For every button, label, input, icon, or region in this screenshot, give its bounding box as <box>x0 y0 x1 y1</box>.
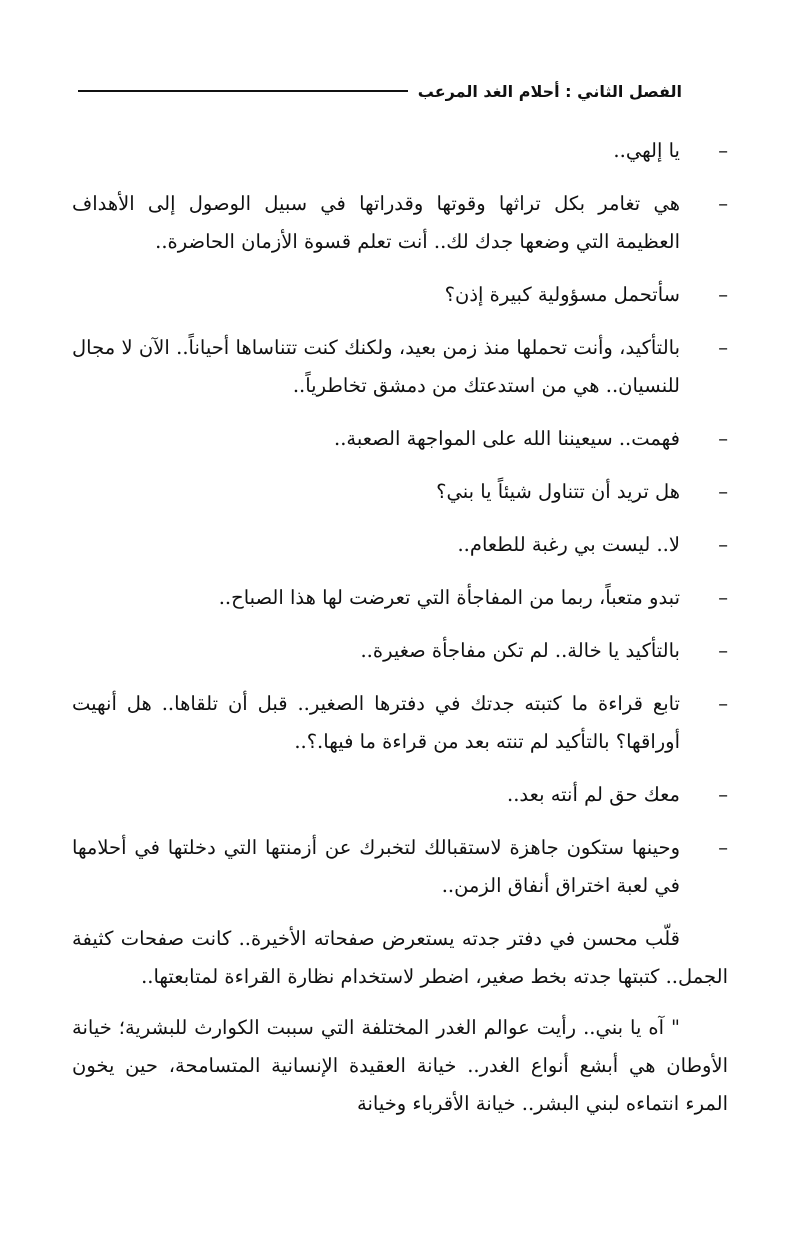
dialogue-line <box>72 526 728 564</box>
dialogue-list <box>72 132 728 905</box>
dialogue-dash: – <box>718 283 728 306</box>
narrative-paragraph: قلّب محسن في دفتر جدته يستعرض صفحاته الأخيرة.. كانت صفحات كثيفة الجمل.. كتبتها جدته بخط صغير، اضطر لاستخدام نظارة القراءة لمتابعتها.. <box>72 927 728 988</box>
dialogue-dash: – <box>718 480 728 503</box>
narrative-paragraph: " آه يا بني.. رأيت عوالم الغدر المختلفة التي سببت الكوارث للبشرية؛ خيانة الأوطان هي أبشع أنواع الغدر.. خيانة العقيدة الإنسانية المتسامحة، حين يخون المرء انتماءه لبني البشر.. خيانة الأقرباء وخيانة <box>72 1016 728 1115</box>
dialogue-dash: – <box>718 533 728 556</box>
dialogue-dash: – <box>718 586 728 609</box>
dialogue-text: وحينها ستكون جاهزة لاستقبالك لتخبرك عن أزمنتها التي دخلتها في أحلامها في لعبة اختراق أنفاق الزمن.. <box>72 836 680 897</box>
dialogue-dash: – <box>718 783 728 806</box>
dialogue-text: تابع قراءة ما كتبته جدتك في دفترها الصغير.. قبل أن تلقاها.. هل أنهيت أوراقها؟ بالتأكيد لم تنته بعد من قراءة ما فيها.؟.. <box>72 692 680 753</box>
dialogue-line <box>72 276 728 314</box>
chapter-title: الفصل الثاني : أحلام الغد المرعب <box>417 81 682 101</box>
dialogue-text: تبدو متعباً، ربما من المفاجأة التي تعرضت لها هذا الصباح.. <box>218 586 680 609</box>
dialogue-dash: – <box>718 139 728 162</box>
dialogue-text: يا إلهي.. <box>613 139 680 162</box>
dialogue-dash: – <box>718 427 728 450</box>
dialogue-line <box>72 473 728 511</box>
running-header <box>62 76 682 106</box>
dialogue-dash: – <box>718 836 728 859</box>
header-rule <box>78 90 408 92</box>
dialogue-dash: – <box>718 192 728 215</box>
dialogue-line <box>72 685 728 761</box>
dialogue-text: فهمت.. سيعيننا الله على المواجهة الصعبة.. <box>334 427 680 450</box>
dialogue-line <box>72 329 728 405</box>
dialogue-text: سأتحمل مسؤولية كبيرة إذن؟ <box>444 283 680 306</box>
dialogue-text: لا.. ليست بي رغبة للطعام.. <box>457 533 680 556</box>
dialogue-line <box>72 632 728 670</box>
dialogue-dash: – <box>718 336 728 359</box>
dialogue-line <box>72 829 728 905</box>
dialogue-line <box>72 132 728 170</box>
dialogue-line <box>72 420 728 458</box>
dialogue-text: بالتأكيد، وأنت تحملها منذ زمن بعيد، ولكنك كنت تتناساها أحياناً.. الآن لا مجال للنسيان.. هي من استدعتك من دمشق تخاطرياً.. <box>72 336 680 397</box>
dialogue-dash: – <box>718 692 728 715</box>
dialogue-line <box>72 579 728 617</box>
dialogue-dash: – <box>718 639 728 662</box>
page-body <box>72 132 728 1136</box>
dialogue-text: بالتأكيد يا خالة.. لم تكن مفاجأة صغيرة.. <box>360 639 680 662</box>
dialogue-line <box>72 776 728 814</box>
dialogue-line <box>72 185 728 261</box>
dialogue-text: هل تريد أن تتناول شيئاً يا بني؟ <box>436 480 680 503</box>
dialogue-text: هي تغامر بكل تراثها وقوتها وقدراتها في سبيل الوصول إلى الأهداف العظيمة التي وضعها جدك لك.. أنت تعلم قسوة الأزمان الحاضرة.. <box>72 192 680 253</box>
dialogue-text: معك حق لم أنته بعد.. <box>507 783 680 806</box>
